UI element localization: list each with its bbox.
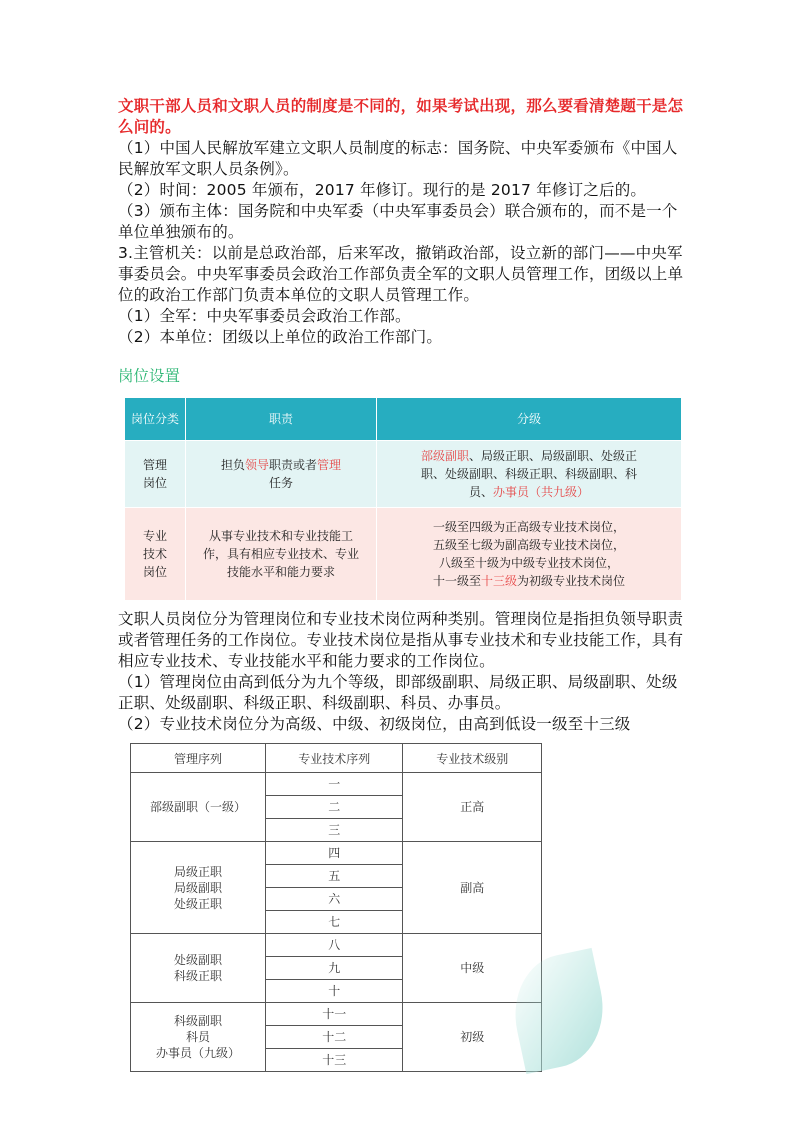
t1-management-grade: 部级副职、局级正职、局级副职、处级正职、处级副职、科级正职、科级副职、科员、办事员（共九级） — [377, 441, 682, 508]
intro-line-2: （2）时间：2005 年颁布，2017 年修订。现行的是 2017 年修订之后的。 — [118, 181, 647, 199]
t1-technical-grade: 一级至四级为正高级专业技术岗位， 五级至七级为副高级专业技术岗位， 八级至十级为中级专业技术岗位， 十一级至十三级为初级专业技术岗位 — [377, 508, 682, 601]
section-title: 岗位设置 — [118, 367, 181, 385]
body-item-1: （1）管理岗位由高到低分为九个等级，即部级副职、局级正职、局级副职、处级正职、处级副职、科级正职、科级副职、科员、办事员。 — [118, 673, 678, 712]
t2-g2-mgmt: 局级正职 局级副职 处级正职 — [131, 842, 266, 934]
t2-g3-rank: 中级 — [403, 934, 542, 1003]
intro-line-4: 3.主管机关：以前是总政治部，后来军改，撤销政治部，设立新的部门——中央军事委员会。中央军事委员会政治工作部负责全军的文职人员管理工作，团级以上单位的政治工作部门负责本单位的文职人员管理工作。 — [118, 244, 684, 304]
t2-level: 六 — [265, 888, 403, 911]
t1-technical-duty: 从事专业技术和专业技能工作，具有相应专业技术、专业技能水平和能力要求 — [186, 508, 377, 601]
t2-level: 十三 — [265, 1049, 403, 1072]
table-row — [131, 773, 542, 796]
rank-table-wrapper — [130, 743, 542, 1072]
t2-g1-rank: 正高 — [403, 773, 542, 842]
table-row — [131, 934, 542, 957]
t2-level: 三 — [265, 819, 403, 842]
t2-level: 十 — [265, 980, 403, 1003]
t2-level: 十一 — [265, 1003, 403, 1026]
t2-level: 八 — [265, 934, 403, 957]
t2-g4-mgmt: 科级副职 科员 办事员（九级） — [131, 1003, 266, 1072]
position-classification-table — [124, 397, 682, 601]
t2-level: 四 — [265, 842, 403, 865]
t2-header-rank: 专业技术级别 — [403, 744, 542, 773]
t1-management-category: 管理岗位 — [125, 441, 186, 508]
t2-level: 二 — [265, 796, 403, 819]
document-page — [118, 96, 684, 1072]
t1-row-technical — [125, 508, 682, 601]
rank-correspondence-table — [130, 743, 542, 1072]
t2-level: 七 — [265, 911, 403, 934]
t1-header-grade: 分级 — [377, 398, 682, 441]
body-paragraph: 文职人员岗位分为管理岗位和专业技术岗位两种类别。管理岗位是指担负领导职责或者管理任务的工作岗位。专业技术岗位是指从事专业技术和专业技能工作，具有相应专业技术、专业技能水平和能力要求的工作岗位。 — [118, 610, 684, 670]
t1-management-duty: 担负领导职责或者管理任务 — [186, 441, 377, 508]
t2-level: 一 — [265, 773, 403, 796]
intro-line-1: （1）中国人民解放军建立文职人员制度的标志：国务院、中央军委颁布《中国人民解放军文职人员条例》。 — [118, 139, 678, 178]
table-row — [131, 1003, 542, 1026]
t2-level: 五 — [265, 865, 403, 888]
intro-line-6: （2）本单位：团级以上单位的政治工作部门。 — [118, 328, 443, 346]
t2-g2-rank: 副高 — [403, 842, 542, 934]
table-row — [131, 842, 542, 865]
t2-header-mgmt: 管理序列 — [131, 744, 266, 773]
t1-header-duty: 职责 — [186, 398, 377, 441]
intro-line-3: （3）颁布主体：国务院和中央军委（中央军事委员会）联合颁布的，而不是一个单位单独颁布的。 — [118, 202, 678, 241]
t2-level: 九 — [265, 957, 403, 980]
intro-line-5: （1）全军：中央军事委员会政治工作部。 — [118, 307, 411, 325]
t1-row-management — [125, 441, 682, 508]
t2-level: 十二 — [265, 1026, 403, 1049]
t1-technical-category: 专业技术岗位 — [125, 508, 186, 601]
t2-g3-mgmt: 处级副职 科级正职 — [131, 934, 266, 1003]
red-note: 文职干部人员和文职人员的制度是不同的，如果考试出现，那么要看清楚题干是怎么问的。 — [118, 97, 684, 136]
t2-header-tech: 专业技术序列 — [265, 744, 403, 773]
t2-g4-rank: 初级 — [403, 1003, 542, 1072]
t2-g1-mgmt: 部级副职（一级） — [131, 773, 266, 842]
body-item-2: （2）专业技术岗位分为高级、中级、初级岗位，由高到低设一级至十三级 — [118, 715, 631, 733]
t1-header-category: 岗位分类 — [125, 398, 186, 441]
